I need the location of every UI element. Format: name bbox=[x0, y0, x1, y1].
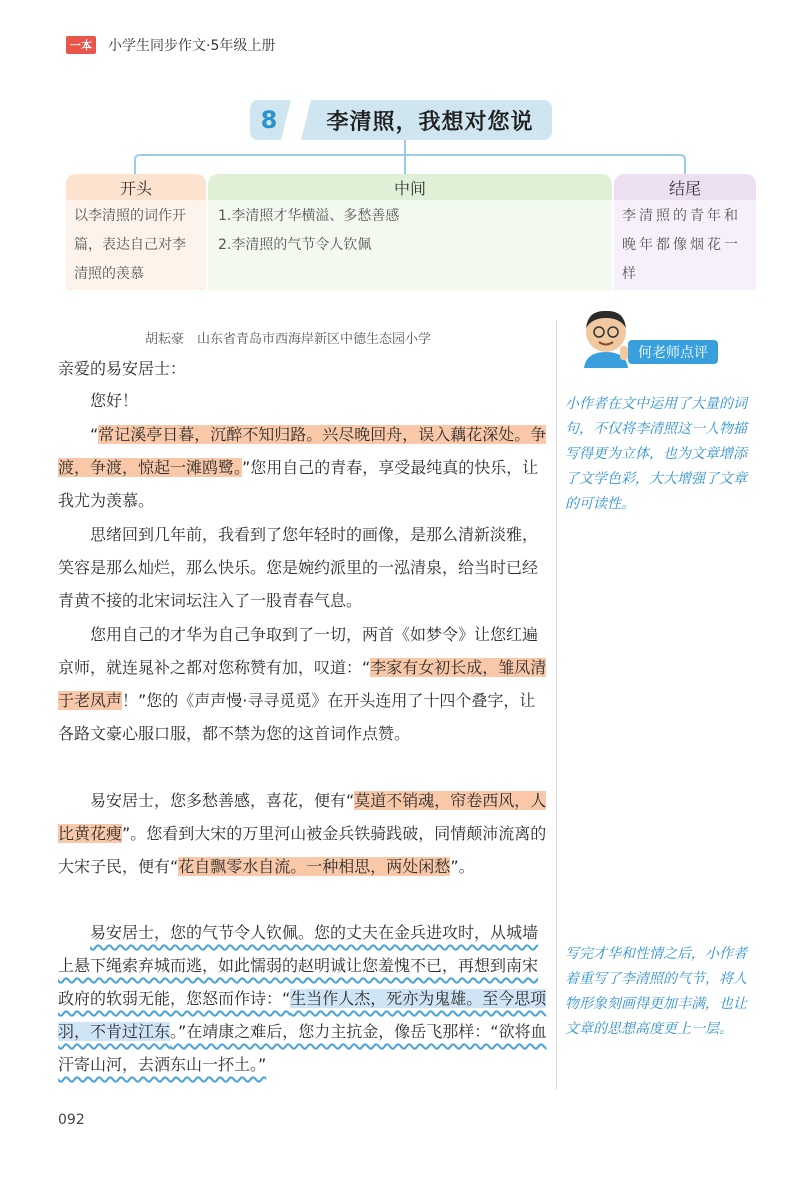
p4-highlight-1: 莫道不销魂，帘卷西风，人比黄花瘦 bbox=[58, 791, 547, 843]
column-divider bbox=[556, 320, 557, 1090]
header-badge: 一本 bbox=[66, 36, 96, 54]
page-number: 092 bbox=[58, 1112, 85, 1128]
outline-middle-label: 中间 bbox=[208, 174, 612, 200]
teacher-comment-1: 小作者在文中运用了大量的词句，不仅将李清照这一人物描写得更为立体，也为文章增添了文学色彩，大大增强了文章的可读性。 bbox=[565, 396, 747, 512]
outline-connector bbox=[0, 0, 800, 200]
lesson-number: 8 bbox=[260, 106, 278, 134]
p3-highlight: 李家有女初长成，雏凤清于老凤声 bbox=[58, 658, 547, 710]
author-line: 胡耘豪 山东省青岛市西海岸新区中德生态园小学 bbox=[145, 332, 432, 347]
p4-c: ”。 bbox=[450, 857, 475, 876]
outline-start-text: 以李清照的词作开篇，表达自己对李清照的羡慕 bbox=[66, 200, 206, 290]
p5-wavy bbox=[58, 923, 547, 1074]
p1-rest: ”您用自己的青春，享受最纯真的快乐，让我尤为羡慕。 bbox=[58, 458, 539, 510]
p4-a: 易安居士，您多愁善感，喜花，便有“ bbox=[90, 791, 355, 810]
outline-end-text: 李清照的青年和晚年都像烟花一样 bbox=[614, 200, 756, 290]
p3-b: ！”您的《声声慢·寻寻觅觅》在开头连用了十四个叠字，让各路文豪心服口服，都不禁为您的这首词作点赞。 bbox=[58, 691, 536, 743]
p4-highlight-2: 花自飘零水自流。一种相思，两处闲愁 bbox=[178, 857, 451, 876]
p4-b: ”。您看到大宋的万里河山被金兵铁骑践破，同情颠沛流离的大宋子民，便有“ bbox=[58, 824, 547, 876]
essay-paragraph-5 bbox=[58, 916, 548, 1081]
p5-a: 易安居士，您的气节令人钦佩。您的丈夫在金兵进攻时，从城墙上悬下绳索弃城而逃，如此懦弱的赵明诚让您羞愧不已，再想到南宋政府的软弱无能，您怒而作诗：“ bbox=[58, 923, 539, 1008]
p1-open: “ bbox=[90, 425, 99, 444]
essay-paragraph-1 bbox=[58, 418, 548, 517]
p3-a: 您用自己的才华为自己争取到了一切，两首《如梦令》让您红遍京师，就连晁补之都对您称赞有加，叹道：“ bbox=[58, 625, 539, 677]
teacher-comment-2: 写完才华和性情之后，小作者着重写了李清照的气节，将人物形象刻画得更加丰满，也让文章的思想高度更上一层。 bbox=[565, 946, 747, 1037]
outline-middle-point-2: 2.李清照的气节令人钦佩 bbox=[218, 237, 372, 253]
p1-highlight: 常记溪亭日暮，沉醉不知归路。兴尽晚回舟，误入藕花深处。争渡，争渡，惊起一滩鸥鹭。 bbox=[58, 425, 547, 477]
essay-salutation: 亲爱的易安居士： bbox=[58, 359, 187, 378]
p5-b: 。”在靖康之难后，您力主抗金，像岳飞那样：“欲将血汗寄山河，去洒东山一抔土。” bbox=[58, 1022, 547, 1074]
outline-start-label: 开头 bbox=[66, 174, 206, 200]
teacher-avatar-icon bbox=[576, 306, 636, 368]
essay-paragraph-3 bbox=[58, 618, 548, 750]
outline-middle-text bbox=[208, 200, 612, 290]
essay-paragraph-2: 思绪回到几年前，我看到了您年轻时的画像，是那么清新淡雅，笑容是那么灿烂，那么快乐。您是婉约派里的一泓清泉，给当时已经青黄不接的北宋词坛注入了一股青春气息。 bbox=[58, 525, 539, 610]
lesson-title: 李清照，我想对您说 bbox=[326, 109, 534, 135]
outline-middle-point-1: 1.李清照才华横溢、多愁善感 bbox=[218, 208, 400, 224]
outline-end-label: 结尾 bbox=[614, 174, 756, 200]
p5-highlight: 生当作人杰，死亦为鬼雄。至今思项羽，不肯过江东 bbox=[58, 989, 547, 1041]
essay-greeting: 您好！ bbox=[90, 391, 139, 410]
essay-paragraph-4 bbox=[58, 784, 548, 883]
header-title: 小学生同步作文·5年级上册 bbox=[108, 38, 276, 54]
teacher-comment-label: 何老师点评 bbox=[628, 340, 718, 364]
